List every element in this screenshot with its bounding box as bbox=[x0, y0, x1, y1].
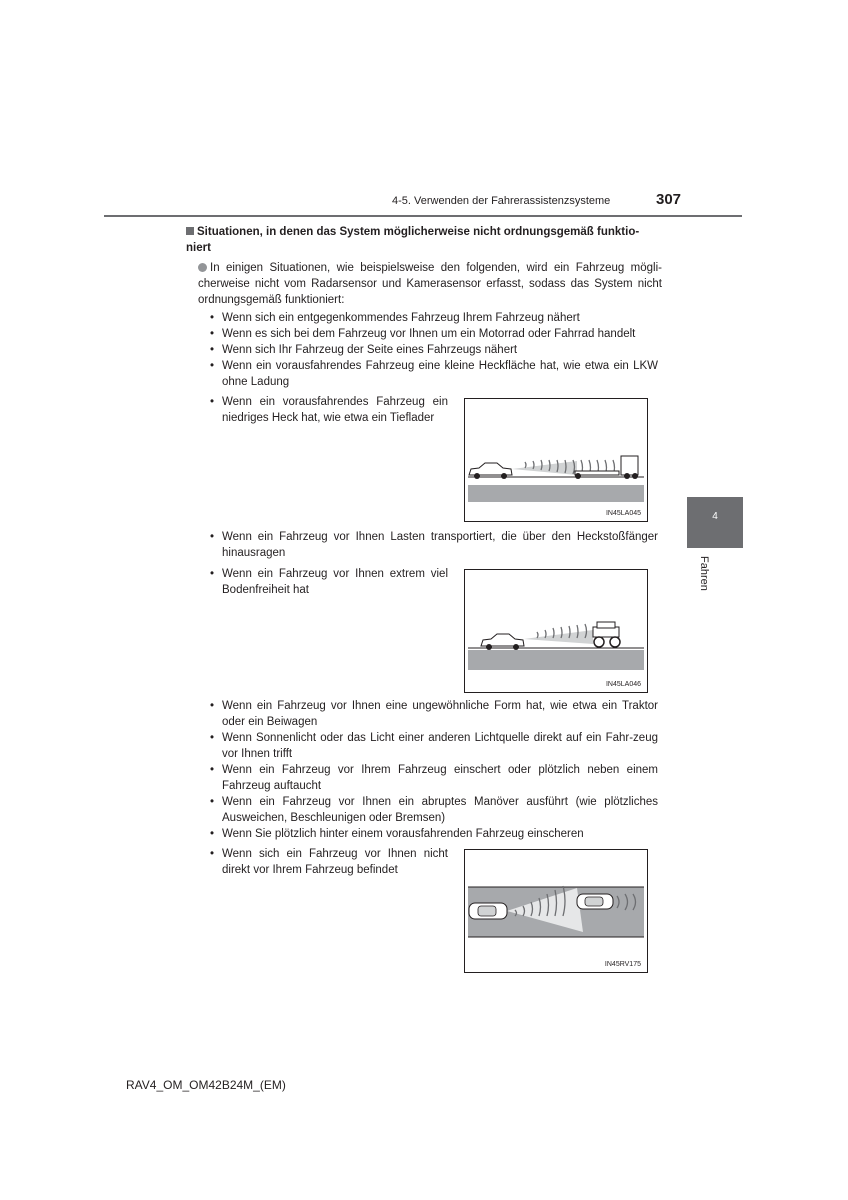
list-item: • Wenn sich ein Fahrzeug vor Ihnen nicht direkt vor Ihrem Fahrzeug befindet bbox=[208, 846, 448, 878]
high-clearance-illustration bbox=[465, 570, 647, 692]
list-item: • Wenn Sonnenlicht oder das Licht einer anderen Lichtquelle direkt auf ein Fahr-zeug vor Ihnen trifft bbox=[208, 730, 658, 762]
list-item: • Wenn ein vorausfahrendes Fahrzeug ein niedriges Heck hat, wie etwa ein Tieflader bbox=[208, 394, 448, 426]
figure-code: IN45RV175 bbox=[604, 961, 641, 968]
list-item: • Wenn sich Ihr Fahrzeug der Seite eines Fahrzeugs nähert bbox=[208, 342, 658, 358]
bullet-list bbox=[208, 698, 658, 842]
low-trailer-illustration bbox=[465, 399, 647, 521]
figure-low-trailer bbox=[464, 398, 648, 522]
bullet-list bbox=[208, 566, 448, 598]
bullet-list bbox=[208, 529, 658, 561]
circle-bullet-icon bbox=[198, 263, 207, 272]
section-heading: Situationen, in denen das System möglicherweise nicht ordnungsgemäß funktio-niert bbox=[186, 226, 640, 254]
list-item: • Wenn es sich bei dem Fahrzeug vor Ihnen um ein Motorrad oder Fahrrad handelt bbox=[208, 326, 658, 342]
figure-code: IN45LA045 bbox=[605, 510, 641, 517]
list-item: • Wenn sich ein entgegenkommendes Fahrzeug Ihrem Fahrzeug nähert bbox=[208, 310, 658, 326]
list-item: • Wenn ein Fahrzeug vor Ihrem Fahrzeug einschert oder plötzlich neben einem Fahrzeug auftaucht bbox=[208, 762, 658, 794]
list-item: • Wenn ein Fahrzeug vor Ihnen eine ungewöhnliche Form hat, wie etwa ein Traktor oder ein Beiwagen bbox=[208, 698, 658, 730]
list-item: • Wenn ein Fahrzeug vor Ihnen ein abruptes Manöver ausführt (wie plötzliches Ausweichen, Beschleunigen oder Bremsen) bbox=[208, 794, 658, 826]
bullet-list bbox=[208, 394, 448, 426]
chapter-tab: 4 bbox=[687, 497, 743, 548]
bullet-list bbox=[208, 310, 658, 390]
document-code: RAV4_OM_OM42B24M_(EM) bbox=[126, 1078, 286, 1092]
list-item: • Wenn ein Fahrzeug vor Ihnen Lasten transportiert, die über den Heckstoßfänger hinausragen bbox=[208, 529, 658, 561]
figure-high-clearance bbox=[464, 569, 648, 693]
figure-code: IN45LA046 bbox=[605, 681, 641, 688]
list-item: • Wenn ein vorausfahrendes Fahrzeug eine kleine Heckfläche hat, wie etwa ein LKW ohne Ladung bbox=[208, 358, 658, 390]
figure-offset-vehicle bbox=[464, 849, 648, 973]
intro-paragraph: In einigen Situationen, wie beispielsweise den folgenden, wird ein Fahrzeug mögli-cherweise nicht vom Radarsensor und Kamerasensor erfasst, sodass das System nicht ordnungsgemäß funktioniert: bbox=[198, 262, 662, 306]
section-title: 4-5. Verwenden der Fahrerassistenzsysteme bbox=[392, 195, 611, 207]
list-item: • Wenn Sie plötzlich hinter einem vorausfahrenden Fahrzeug einscheren bbox=[208, 826, 658, 842]
header-rule bbox=[104, 215, 742, 217]
list-item: • Wenn ein Fahrzeug vor Ihnen extrem viel Bodenfreiheit hat bbox=[208, 566, 448, 598]
page-number: 307 bbox=[656, 191, 682, 208]
chapter-tab-label: Fahren bbox=[698, 556, 710, 591]
offset-vehicle-illustration bbox=[465, 850, 647, 972]
square-bullet-icon bbox=[186, 227, 194, 235]
bullet-list bbox=[208, 846, 448, 878]
